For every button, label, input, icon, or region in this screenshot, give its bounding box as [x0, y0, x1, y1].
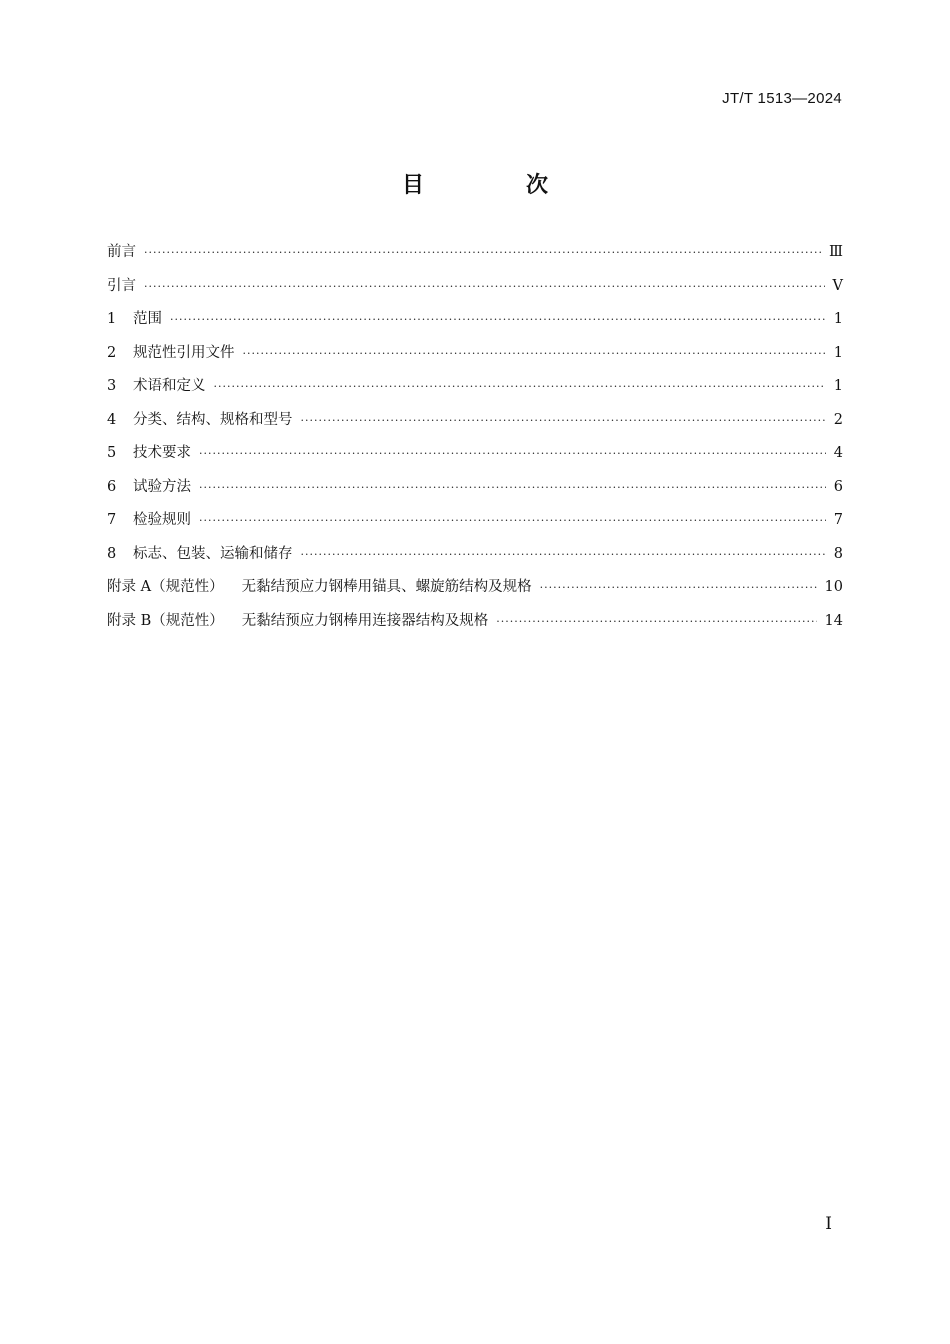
toc-entry-subtitle: 无黏结预应力钢棒用锚具、螺旋筋结构及规格 [241, 579, 532, 595]
toc-entry-text: 附录 A（规范性） [107, 579, 224, 595]
toc-entry-foreword[interactable] [107, 240, 843, 274]
toc-leader-dots [144, 280, 825, 293]
toc-entry-text: 标志、包装、运输和储存 [133, 545, 293, 562]
toc-entry-4[interactable] [107, 408, 843, 442]
toc-entry-number: 7 [107, 512, 117, 528]
page-title: 目 次 [401, 173, 588, 198]
toc-entry-text: 技术要求 [133, 445, 191, 461]
toc-entry-page: 6 [833, 478, 843, 495]
toc-entry-number: 3 [107, 378, 117, 394]
toc-leader-dots [301, 414, 826, 427]
toc-leader-dots [199, 514, 826, 527]
toc-entry-page: 10 [824, 579, 843, 595]
toc-entry-appendix-a[interactable] [107, 575, 843, 609]
toc-entry-8[interactable] [107, 542, 843, 576]
toc-entry-page: 1 [833, 344, 843, 361]
toc-entry-text: 规范性引用文件 [133, 344, 235, 361]
toc-leader-dots [243, 347, 826, 360]
toc-entry-1[interactable] [107, 307, 843, 341]
toc-entry-page: Ⅴ [832, 277, 843, 294]
toc-entry-page: 1 [833, 378, 843, 394]
toc-leader-dots [170, 313, 826, 326]
toc-entry-page: 2 [833, 411, 843, 428]
toc-entry-number: 1 [107, 311, 117, 327]
toc-entry-text: 试验方法 [133, 478, 191, 495]
toc-entry-page: 8 [833, 545, 843, 562]
toc-entry-number: 6 [107, 478, 117, 495]
toc-leader-dots [144, 246, 821, 259]
toc-entry-page: 4 [833, 445, 843, 461]
page-number: Ⅰ [825, 1214, 832, 1234]
toc-entry-6[interactable] [107, 475, 843, 509]
toc-leader-dots [540, 581, 817, 594]
toc-entry-introduction[interactable] [107, 274, 843, 308]
toc-entry-subtitle: 无黏结预应力钢棒用连接器结构及规格 [241, 612, 489, 629]
toc-entry-7[interactable] [107, 508, 843, 542]
standard-code: JT/T 1513—2024 [722, 90, 842, 107]
toc-entry-text: 术语和定义 [133, 378, 206, 394]
toc-entry-page: 14 [824, 612, 843, 629]
toc-entry-text: 分类、结构、规格和型号 [133, 411, 293, 428]
toc-entry-text: 前言 [107, 244, 136, 260]
toc-entry-text: 范围 [133, 311, 162, 327]
toc-entry-text: 检验规则 [133, 512, 191, 528]
toc-entry-page: 1 [833, 311, 843, 327]
toc-leader-dots [199, 447, 826, 460]
toc-entry-page: 7 [833, 512, 843, 528]
toc-entry-number: 5 [107, 445, 117, 461]
toc-entry-page: Ⅲ [829, 244, 843, 260]
toc-entry-number: 2 [107, 344, 117, 361]
toc-leader-dots [214, 380, 826, 393]
toc-entry-text: 引言 [107, 277, 136, 294]
toc-entry-5[interactable] [107, 441, 843, 475]
toc-leader-dots [301, 548, 826, 561]
toc-entry-2[interactable] [107, 341, 843, 375]
toc-entry-3[interactable] [107, 374, 843, 408]
toc-leader-dots [496, 615, 816, 628]
toc-leader-dots [199, 481, 826, 494]
toc-entry-number: 8 [107, 545, 117, 562]
toc-entry-number: 4 [107, 411, 117, 428]
toc-entry-appendix-b[interactable] [107, 609, 843, 643]
table-of-contents [107, 240, 843, 642]
toc-entry-text: 附录 B（规范性） [107, 612, 224, 629]
